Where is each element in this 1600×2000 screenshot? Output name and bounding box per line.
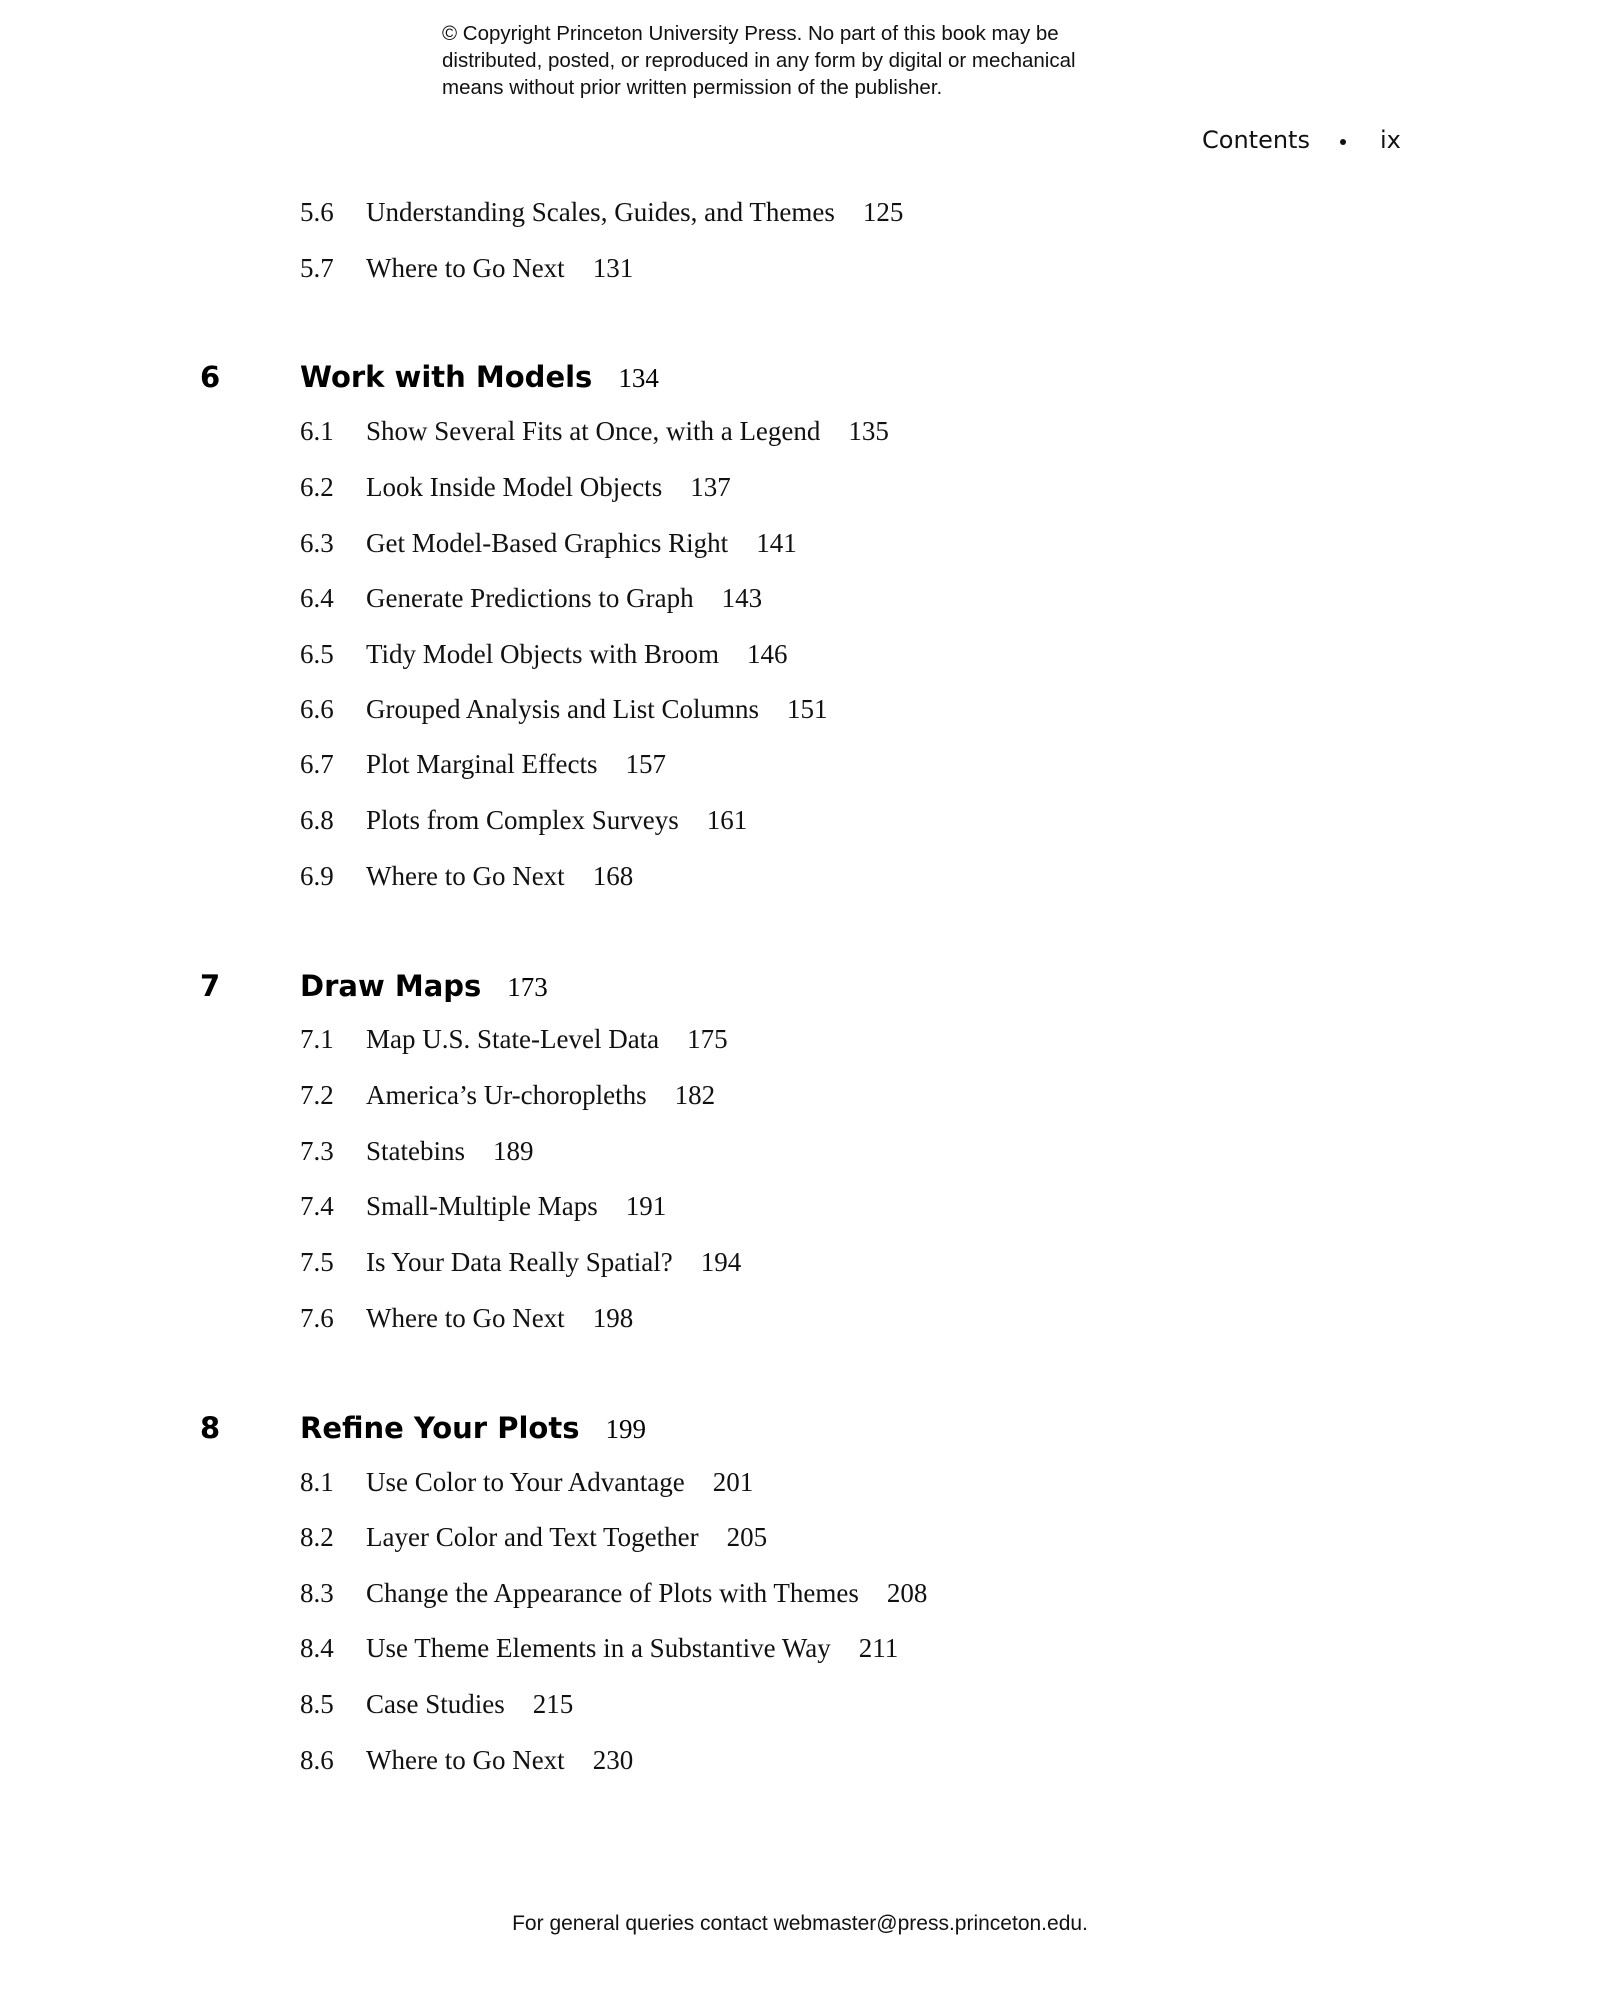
section-title: Where to Go Next (366, 253, 565, 283)
section-number: 6.6 (300, 694, 334, 724)
section-number: 6.5 (300, 639, 334, 669)
section-number: 6.8 (300, 805, 334, 835)
chapter-title: Refine Your Plots (300, 1411, 580, 1445)
section-number: 6.3 (300, 528, 334, 558)
chapter-number: 8 (200, 1411, 221, 1445)
section-number: 7.5 (300, 1247, 334, 1277)
section-number: 7.1 (300, 1024, 334, 1054)
copyright-line: means without prior written permission of the publisher. (442, 76, 943, 99)
page-reference: 215 (532, 1689, 574, 1719)
section-number: 8.5 (300, 1689, 334, 1719)
section-number: 7.4 (300, 1191, 334, 1221)
copyright-line: distributed, posted, or reproduced in any form by digital or mechanical (442, 49, 1076, 72)
section-title: Generate Predictions to Graph (366, 583, 694, 613)
section-number: 6.7 (300, 749, 334, 779)
running-title: Contents (1202, 126, 1310, 154)
page-reference: 131 (592, 253, 634, 283)
section-title: Grouped Analysis and List Columns (366, 694, 759, 724)
page-reference: 191 (625, 1191, 667, 1221)
section-title: Tidy Model Objects with Broom (366, 639, 720, 669)
chapter-number: 7 (200, 969, 221, 1003)
page-reference: 151 (787, 694, 828, 724)
page-reference: 194 (700, 1247, 742, 1277)
page-reference: 199 (605, 1414, 646, 1444)
section-number: 6.4 (300, 583, 334, 613)
chapter-number: 6 (200, 360, 221, 394)
page-reference: 141 (756, 528, 797, 558)
copyright-line: © Copyright Princeton University Press. No part of this book may be (442, 22, 1059, 45)
section-title: Statebins (366, 1136, 465, 1166)
section-title: Plot Marginal Effects (366, 749, 598, 779)
page-reference: 168 (592, 861, 634, 891)
section-number: 8.1 (300, 1467, 334, 1497)
page-reference: 173 (507, 972, 548, 1002)
page-reference: 143 (721, 583, 763, 613)
page-reference: 201 (712, 1467, 754, 1497)
section-number: 8.3 (300, 1578, 334, 1608)
page-reference: 157 (625, 749, 666, 779)
section-number: 5.7 (300, 253, 334, 283)
section-title: Small-Multiple Maps (366, 1191, 598, 1221)
section-title: Use Color to Your Advantage (366, 1467, 685, 1497)
section-title: Where to Go Next (366, 1745, 565, 1775)
section-title: Look Inside Model Objects (366, 472, 663, 502)
section-title: Get Model-Based Graphics Right (366, 528, 729, 558)
footer-contact: For general queries contact webmaster@press.princeton.edu. (512, 1912, 1088, 1935)
page-reference: 189 (493, 1136, 534, 1166)
section-title: Plots from Complex Surveys (366, 805, 679, 835)
page-reference: 161 (706, 805, 748, 835)
section-number: 7.6 (300, 1303, 334, 1333)
section-title: America’s Ur-choropleths (366, 1080, 647, 1110)
page-reference: 208 (886, 1578, 928, 1608)
section-title: Is Your Data Really Spatial? (366, 1247, 673, 1277)
section-number: 5.6 (300, 197, 334, 227)
page-reference: 182 (674, 1080, 716, 1110)
page-reference: 137 (690, 472, 731, 502)
page-number: ix (1380, 126, 1401, 154)
section-number: 8.2 (300, 1522, 334, 1552)
section-title: Where to Go Next (366, 861, 565, 891)
page-reference: 175 (687, 1024, 728, 1054)
chapter-title: Draw Maps (300, 969, 482, 1003)
section-title: Case Studies (366, 1689, 505, 1719)
section-number: 8.4 (300, 1633, 334, 1663)
section-title: Layer Color and Text Together (366, 1522, 699, 1552)
page-reference: 230 (592, 1745, 634, 1775)
page-reference: 198 (592, 1303, 634, 1333)
section-title: Where to Go Next (366, 1303, 565, 1333)
section-title: Change the Appearance of Plots with Themes (366, 1578, 859, 1608)
section-title: Map U.S. State-Level Data (366, 1024, 660, 1054)
page-reference: 134 (618, 363, 659, 393)
section-number: 6.9 (300, 861, 334, 891)
page-reference: 125 (862, 197, 904, 227)
section-number: 6.2 (300, 472, 334, 502)
chapter-title: Work with Models (300, 360, 593, 394)
section-number: 6.1 (300, 416, 334, 446)
page-reference: 211 (858, 1633, 899, 1663)
section-title: Use Theme Elements in a Substantive Way (366, 1633, 831, 1663)
page-reference: 135 (848, 416, 889, 446)
page-reference: 146 (747, 639, 788, 669)
section-title: Understanding Scales, Guides, and Themes (366, 197, 835, 227)
section-title: Show Several Fits at Once, with a Legend (366, 416, 821, 446)
page-reference: 205 (726, 1522, 768, 1552)
section-number: 7.3 (300, 1136, 334, 1166)
section-number: 8.6 (300, 1745, 334, 1775)
section-number: 7.2 (300, 1080, 334, 1110)
